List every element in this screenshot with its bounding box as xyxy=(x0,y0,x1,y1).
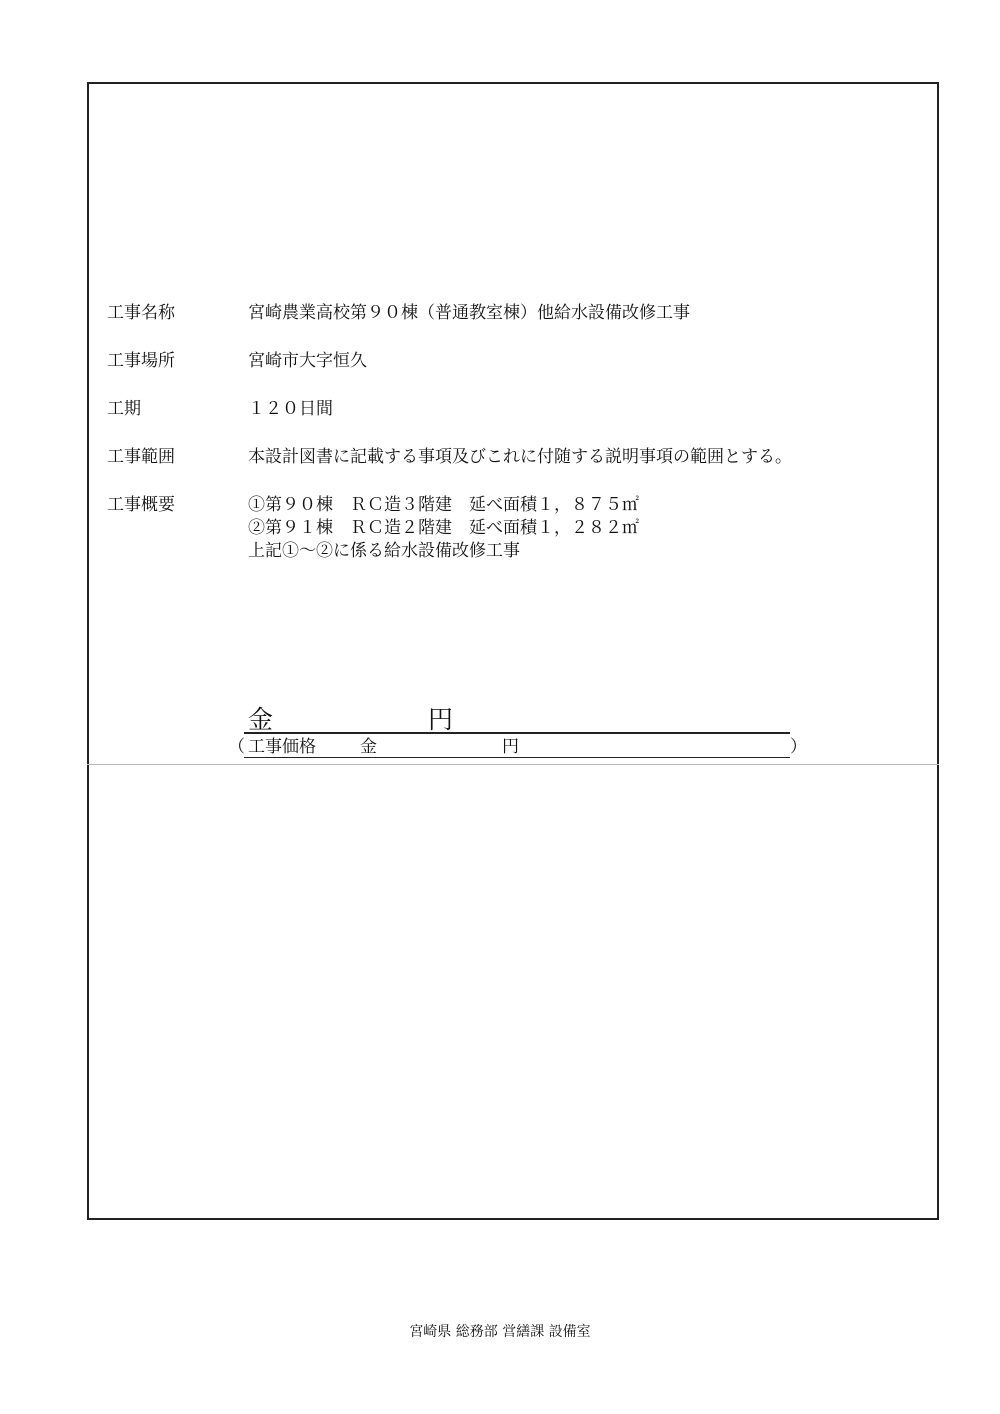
project-location-label: 工事場所 xyxy=(107,351,175,371)
amount-kin-label: 金 xyxy=(248,705,274,734)
section-divider xyxy=(87,764,939,765)
project-summary-line-1: ①第９０棟 ＲＣ造３階建 延べ面積１，８７５㎡ xyxy=(248,495,639,515)
project-name-label: 工事名称 xyxy=(107,303,175,323)
price-kin: 金 xyxy=(360,737,377,757)
project-scope-label: 工事範囲 xyxy=(107,447,175,467)
amount-en-label: 円 xyxy=(428,705,454,734)
price-underline xyxy=(244,757,790,758)
price-close-paren: ） xyxy=(790,737,807,757)
project-period-label: 工期 xyxy=(107,399,141,419)
project-location-value: 宮崎市大字恒久 xyxy=(248,351,367,371)
amount-underline xyxy=(244,732,790,734)
project-name-value: 宮崎農業高校第９０棟（普通教室棟）他給水設備改修工事 xyxy=(248,303,690,323)
project-scope-value: 本設計図書に記載する事項及びこれに付随する説明事項の範囲とする。 xyxy=(248,447,792,467)
project-summary-label: 工事概要 xyxy=(107,495,175,515)
document-frame xyxy=(87,82,939,1220)
footer-department: 宮崎県 総務部 営繕課 設備室 xyxy=(409,1324,591,1340)
project-summary-line-3: 上記①～②に係る給水設備改修工事 xyxy=(248,541,520,561)
price-label: 工事価格 xyxy=(248,737,316,757)
price-en: 円 xyxy=(502,737,519,757)
price-open-paren: （ xyxy=(228,737,245,757)
project-summary-line-2: ②第９１棟 ＲＣ造２階建 延べ面積１，２８２㎡ xyxy=(248,518,639,538)
project-period-value: １２０日間 xyxy=(248,399,333,419)
